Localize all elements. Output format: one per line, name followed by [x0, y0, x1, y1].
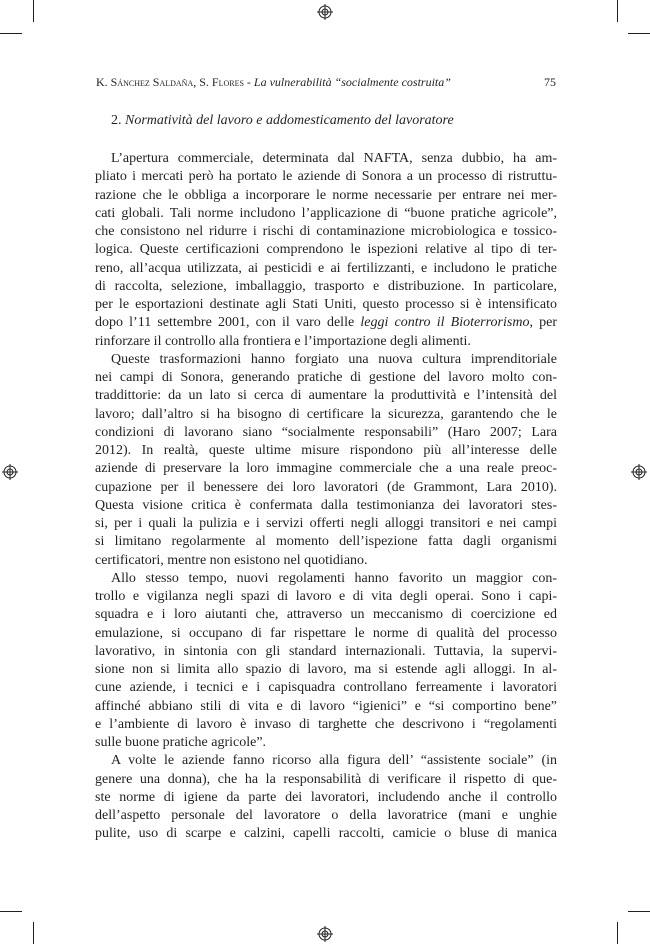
text-segment: dopo l’11 settembre 2001, con il varo delle	[95, 315, 361, 331]
text-line: cupazione per il benessere dei loro lavoratori (de Grammont, Lara 2010).	[95, 479, 557, 495]
text-line: si, per i quali la pulizia e i servizi offerti negli alloggi transitori e nei campi	[95, 516, 557, 531]
crop-mark-top-left-horizontal	[0, 33, 22, 34]
text-line: traddittorie: da un lato si cerca di aumentare la produttività e l’intensità del	[95, 388, 557, 404]
registration-mark-icon	[317, 4, 333, 20]
text-line: certificatori, mentre non esistono nel quotidiano.	[95, 552, 368, 568]
text-line: aziende di preservare la loro immagine commerciale che a una reale preoc-	[95, 461, 557, 477]
registration-mark-icon	[631, 464, 647, 480]
text-line: condizioni di lavorano siano “socialmente responsabili” (Haro 2007; Lara	[95, 424, 557, 440]
text-line: logica. Queste certificazioni comprendono le ispezioni relative al tipo di ter-	[95, 242, 557, 258]
text-line: che consistono nel ridurre i rischi di contaminazione microbiologica e tossico-	[95, 224, 557, 239]
text-line: di raccolta, selezione, imballaggio, trasporto e distribuzione. In particolare,	[95, 278, 557, 294]
text-line: emulazione, si occupano di far rispettare le norme di qualità del processo	[95, 625, 557, 641]
text-line: A volte le aziende fanno ricorso alla figura dell’ “assistente sociale” (in	[111, 753, 557, 769]
registration-mark-icon	[2, 464, 18, 480]
text-line: per le esportazioni destinate agli Stati Uniti, questo processo si è intensificato	[95, 297, 557, 312]
text-line: sulle buone pratiche agricole”.	[95, 735, 267, 750]
text-line: pliato i mercati però ha portato le aziende di Sonora a un processo di ristruttu-	[95, 169, 557, 185]
text-line: squadra e i loro aiutanti che, attraverso un meccanismo di coercizione ed	[95, 607, 557, 623]
law-title-italic: leggi contro il Bioterrorismo	[360, 315, 530, 331]
text-line: dell’aspetto personale del lavoratore o della lavoratrice (mani e unghie	[95, 808, 557, 823]
paragraph	[95, 351, 557, 570]
crop-mark-bottom-left-horizontal	[0, 911, 22, 912]
crop-mark-top-right-vertical	[617, 0, 618, 22]
section-number: 2.	[111, 113, 122, 128]
text-line: lavoro; dall’altro si ha bisogno di certificare la sicurezza, garantendo che le	[95, 406, 557, 422]
running-head-authors: K. Sánchez Saldaña, S. Flores	[96, 75, 244, 89]
running-head	[96, 74, 556, 90]
text-line: Allo stesso tempo, nuovi regolamenti hanno favorito un maggior con-	[111, 570, 557, 586]
text-line: cune aziende, i tecnici e i capisquadra controllano ferreamente i lavoratori	[95, 680, 557, 696]
text-line: si limitano regolarmente al momento dell’ispezione fatta dagli organismi	[95, 534, 557, 550]
text-line: sione non si limita allo spazio di lavoro, ma si estende agli alloggi. In al-	[95, 662, 557, 677]
text-line: rinforzare il controllo alla frontiera e l’importazione degli alimenti.	[95, 333, 471, 349]
text-line: razione che le obbliga a incorporare le norme necessarie per entrare nei mer-	[95, 187, 557, 203]
crop-mark-top-left-vertical	[33, 0, 34, 22]
text-line: L’apertura commerciale, determinata dal NAFTA, senza dubbio, ha am-	[111, 151, 557, 166]
text-line: cati globali. Tali norme includono l’applicazione di “buone pratiche agricole”,	[95, 205, 557, 221]
registration-mark-icon	[317, 926, 333, 942]
crop-mark-bottom-right-vertical	[617, 922, 618, 944]
crop-mark-top-right-horizontal	[628, 33, 650, 34]
text-line: Questa visione critica è confermata dalla testimonianza dei lavoratori stes-	[95, 497, 557, 513]
text-line: e l’ambiente di lavoro è invaso di targhette che descrivono i “regolamenti	[95, 716, 557, 732]
running-head-title: La vulnerabilità “socialmente costruita”	[253, 75, 451, 89]
text-line: reno, all’acqua utilizzata, ai pesticidi e ai fertilizzanti, e includono le pratiche	[95, 260, 557, 276]
text-line: lavorativo, in sintonia con gli standard internazionali. Tuttavia, la supervi-	[95, 643, 557, 659]
text-line	[95, 314, 557, 332]
crop-mark-bottom-right-horizontal	[628, 911, 650, 912]
text-line: pulite, uso di scarpe e calzini, capelli raccolti, camicie o bluse di manica	[95, 826, 557, 842]
text-line: affinché abbiano stili di vita e di lavoro “igienici” e “si comportino bene”	[95, 698, 557, 714]
text-line: nei campi di Sonora, generando pratiche di gestione del lavoro molto con-	[95, 370, 557, 385]
body-text	[95, 150, 557, 844]
text-line: genere una donna), che ha la responsabilità di verificare il rispetto di que-	[95, 771, 557, 787]
text-segment: , per	[529, 315, 558, 331]
running-head-separator: -	[243, 75, 254, 89]
page-number: 75	[544, 75, 556, 89]
text-line: 2012). In realtà, queste ultime misure rispondono più all’interesse delle	[95, 443, 557, 458]
paragraph	[95, 752, 557, 843]
text-line: ste norme di igiene da parte dei lavoratori, includendo anche il controllo	[95, 789, 557, 805]
paragraph	[95, 150, 557, 351]
section-heading	[111, 112, 561, 130]
section-title: Normatività del lavoro e addomesticamento del lavoratore	[125, 113, 454, 128]
text-line: trollo e vigilanza negli spazi di lavoro e di vita degli operai. Sono i capi-	[95, 589, 557, 604]
paragraph	[95, 570, 557, 753]
crop-mark-bottom-left-vertical	[33, 922, 34, 944]
text-line: Queste trasformazioni hanno forgiato una nuova cultura imprenditoriale	[111, 351, 557, 367]
